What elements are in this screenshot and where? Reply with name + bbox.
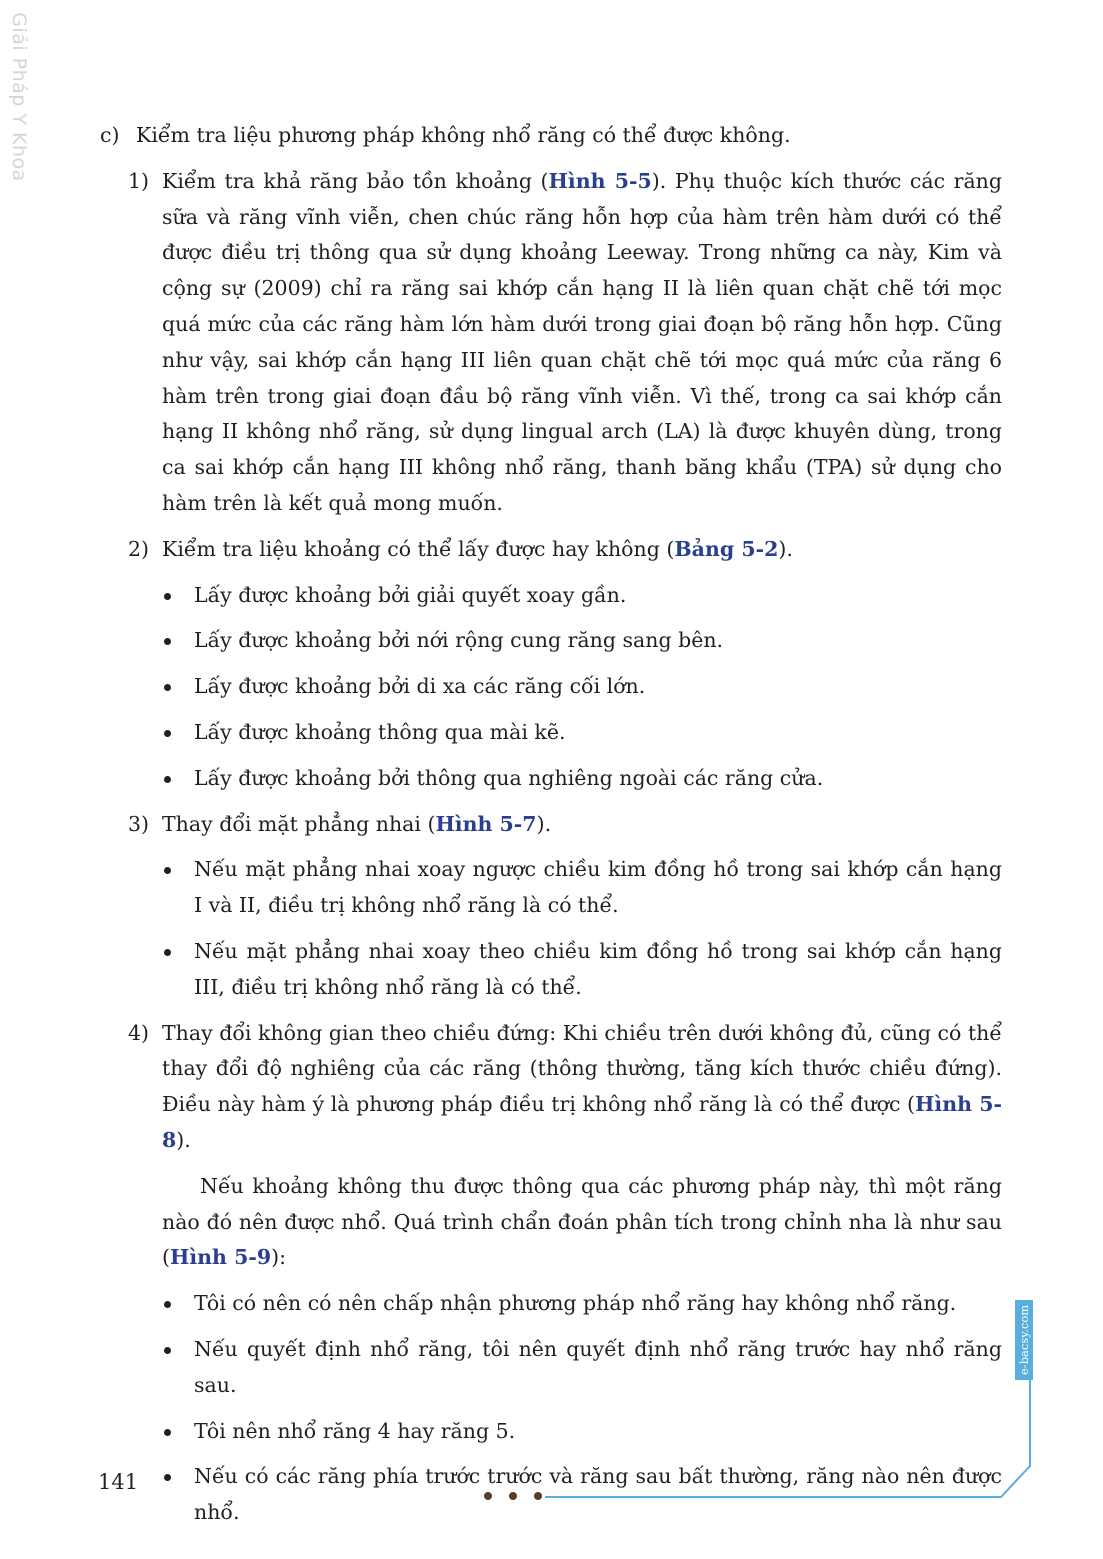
figure-reference-5-9[interactable]: Hình 5-9 — [170, 1245, 272, 1270]
item-3-text-after: ). — [536, 811, 552, 836]
side-brand-text: Giải Pháp Y Khoa — [8, 12, 30, 182]
item-1-text-before: Kiểm tra khả răng bảo tồn khoảng ( — [162, 168, 549, 193]
bullet-text: Nếu có các răng phía trước trước và răng sau bất thường, răng nào nên được nhổ. — [194, 1464, 1002, 1525]
bullet-text: Tôi nên nhổ răng 4 hay răng 5. — [194, 1418, 516, 1443]
paragraph-text-after: ): — [271, 1245, 287, 1270]
bullet-text: Nếu mặt phẳng nhai xoay ngược chiều kim đồng hồ trong sai khớp cắn hạng I và II, điều trị không nhổ răng là có thể. — [194, 857, 1002, 918]
figure-reference-5-5[interactable]: Hình 5-5 — [548, 168, 652, 193]
item-3-text-before: Thay đổi mặt phẳng nhai ( — [162, 811, 436, 836]
watermark-text: e-bacsy.com — [1015, 1300, 1033, 1380]
item-1-label: 1) — [128, 168, 150, 193]
item-2-text-after: ). — [778, 536, 793, 561]
bullet-text: Lấy được khoảng bởi nới rộng cung răng sang bên. — [194, 628, 724, 653]
item-1-text-after: ). Phụ thuộc kích thước các răng sữa và răng vĩnh viễn, chen chúc răng hỗn hợp của hàm trên hàm dưới có thể được điều trị thông qua sử dụng khoảng Leeway. Trong những ca này, Kim và cộng sự (2009) chỉ ra răng sai khớp cắn hạng II là liên quan chặt chẽ tới mọc quá mức của các răng hàm lớn hàm dưới trong giai đoạn bộ răng hỗn hợp. Cũng như vậy, sai khớp cắn hạng III liên quan chặt chẽ tới mọc quá mức của răng 6 hàm trên trong giai đoạn đầu bộ răng vĩnh viễn. Vì thế, trong ca sai khớp cắn hạng II không nhổ răng, sử dụng lingual arch (LA) là được khuyên dùng, trong ca sai khớp cắn hạng III không nhổ răng, thanh băng khẩu (TPA) sử dụng cho hàm trên là kết quả mong muốn. — [162, 168, 1002, 515]
bullet-text: Lấy được khoảng bởi thông qua nghiêng ngoài các răng cửa. — [194, 765, 824, 790]
bullet-text: Lấy được khoảng bởi giải quyết xoay gần. — [194, 582, 627, 607]
bullet-text: Tôi có nên có nên chấp nhận phương pháp nhổ răng hay không nhổ răng. — [194, 1291, 957, 1316]
bullet-text: Nếu quyết định nhổ răng, tôi nên quyết định nhổ răng trước hay nhổ răng sau. — [194, 1336, 1002, 1397]
table-reference-5-2[interactable]: Bảng 5-2 — [674, 536, 779, 561]
bullet-text: Lấy được khoảng bởi di xa các răng cối lớn. — [194, 674, 646, 699]
item-4-text-after: ). — [176, 1127, 191, 1152]
paragraph-text-before: Nếu khoảng không thu được thông qua các phương pháp này, thì một răng nào đó nên được nhổ. Quá trình chẩn đoán phân tích trong chỉnh nha là như sau ( — [162, 1173, 1002, 1270]
item-2-label: 2) — [128, 536, 150, 561]
item-3-label: 3) — [128, 811, 150, 836]
bullet-text: Nếu mặt phẳng nhai xoay theo chiều kim đồng hồ trong sai khớp cắn hạng III, điều trị không nhổ răng là có thể. — [194, 938, 1002, 999]
figure-reference-5-7[interactable]: Hình 5-7 — [435, 811, 537, 836]
item-4-text-before: Thay đổi không gian theo chiều đứng: Khi chiều trên dưới không đủ, cũng có thể thay đổi độ nghiêng của các răng (thông thường, tăng kích thước chiều đứng). Điều này hàm ý là phương pháp điều trị không nhổ răng là có thể được ( — [162, 1020, 1002, 1117]
item-2-text-before: Kiểm tra liệu khoảng có thể lấy được hay không ( — [162, 536, 675, 561]
item-4-label: 4) — [128, 1020, 150, 1045]
bullet-text: Lấy được khoảng thông qua mài kẽ. — [194, 719, 566, 744]
figure-reference-5-8[interactable]: Hình 5-8 — [162, 1092, 1003, 1152]
section-c-text: Kiểm tra liệu phương pháp không nhổ răng có thể được không. — [136, 123, 791, 147]
section-c-label: c) — [100, 123, 120, 147]
page-number: 141 — [98, 1470, 139, 1494]
